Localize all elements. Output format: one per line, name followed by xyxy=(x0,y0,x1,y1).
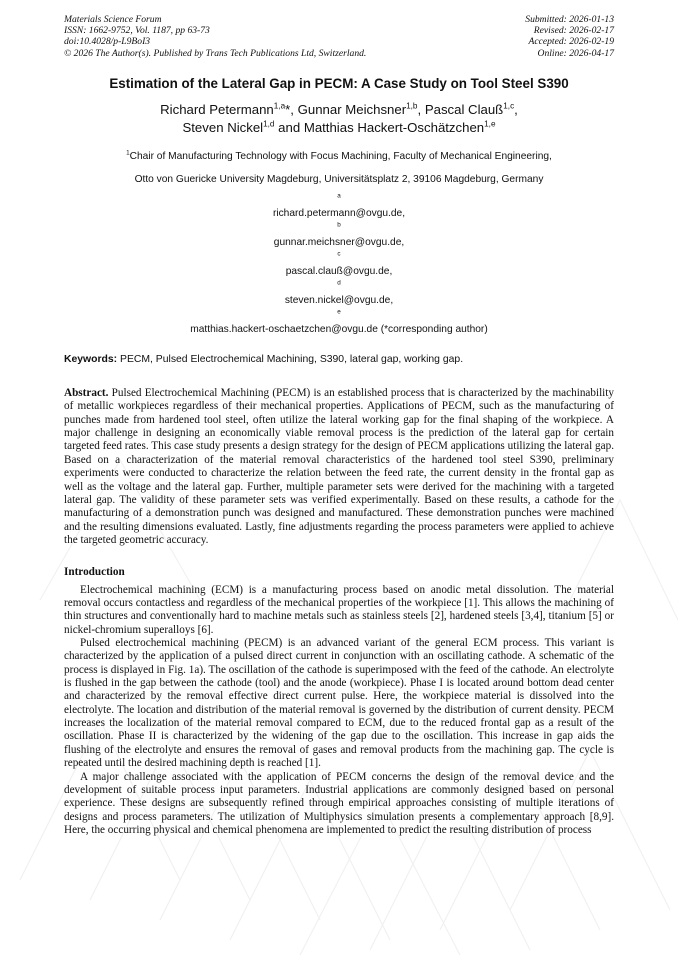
email-superscript: e xyxy=(337,308,341,316)
journal-issn: ISSN: 1662-9752, Vol. 1187, pp 63-73 xyxy=(64,25,210,37)
author-superscript: 1,e xyxy=(484,119,496,129)
affiliation-line: Otto von Guericke University Magdeburg, Universitätsplatz 2, 39106 Magdeburg, Germany xyxy=(134,173,544,185)
keywords-text: PECM, Pulsed Electrochemical Machining, S390, lateral gap, working gap. xyxy=(117,353,464,365)
author-superscript: 1,c xyxy=(503,101,515,111)
author-superscript: 1,b xyxy=(406,101,418,111)
author-emails xyxy=(64,193,614,338)
author-superscript: 1,d xyxy=(263,119,275,129)
affiliation xyxy=(64,145,614,191)
journal-header xyxy=(64,14,614,59)
author-name: Matthias Hackert-Oschätzchen xyxy=(303,119,485,135)
email-address[interactable]: steven.nickel@ovgu.de, xyxy=(284,295,394,307)
email-address[interactable]: gunnar.meichsner@ovgu.de, xyxy=(273,237,405,249)
affiliation-line: Chair of Manufacturing Technology with Focus Machining, Faculty of Mechanical Engineering, xyxy=(129,150,552,162)
journal-info xyxy=(64,14,366,59)
author-separator: , xyxy=(417,101,425,117)
email-superscript: c xyxy=(337,250,341,258)
journal-name: Materials Science Forum xyxy=(64,14,162,25)
email-address[interactable]: matthias.hackert-oschaetzchen@ovgu.de (*corresponding author) xyxy=(190,324,488,336)
affiliation-superscript: 1 xyxy=(126,149,130,157)
date-accepted: Accepted: 2026-02-19 xyxy=(528,36,614,48)
keywords-label: Keywords: xyxy=(64,353,118,365)
email-address[interactable]: pascal.clauß@ovgu.de, xyxy=(285,266,393,278)
author-superscript: 1,a xyxy=(273,101,286,111)
author-separator: *, xyxy=(285,101,298,117)
abstract xyxy=(64,387,614,548)
author-name: Steven Nickel xyxy=(182,119,264,135)
author-separator: , xyxy=(514,101,518,117)
date-submitted: Submitted: 2026-01-13 xyxy=(525,14,614,25)
author-separator: and xyxy=(274,119,304,135)
body-paragraph: Pulsed electrochemical machining (PECM) is an advanced variant of the general ECM process. This variant is characterized by the application of a pulsed direct current in conjunction with an oscillating cathode. A schematic of the process is displayed in Fig. 1a). The oscillation of the cathode is superimposed with the feed of the cathode. An electrolyte is flushed in the gap between the cathode (tool) and the anode (workpiece). Phase I is located around bottom dead center and characterized by the removal effective direct current pulse. Here, the workpiece material is dissolved into the electrolyte. The location and distribution of the material removal is governed by the distribution of current density. PECM increases the localization of the material removal compared to ECM, due to the reduced frontal gap as a result of the oscillation. Phase II is characterized by the widening of the gap due to the oscillation. This increase in gap aids the flushing of the electrolyte and ensures the removal of gases and removal products from the machining gap. The cycle is repeated until the desired machining depth is reached [1]. xyxy=(64,637,614,770)
publication-dates xyxy=(525,14,614,59)
body-paragraph: Electrochemical machining (ECM) is a manufacturing process based on anodic metal dissolution. The material removal occurs contactless and regardless of the mechanical properties of the workpiece [1]. This allows the machining of thin structures and conventionally hard to machine metals such as stainless steels [2], hardened steels [3,4], titanium [5] or nickel-chromium superalloys [6]. xyxy=(64,583,614,636)
page-content xyxy=(64,14,614,837)
date-online: Online: 2026-04-17 xyxy=(537,47,614,59)
author-name: Pascal Clauß xyxy=(424,101,504,117)
introduction-heading: Introduction xyxy=(64,565,125,578)
email-superscript: b xyxy=(337,221,341,229)
email-line xyxy=(64,280,614,338)
journal-doi[interactable]: doi:10.4028/p-L9BoI3 xyxy=(64,36,151,48)
email-superscript: a xyxy=(337,192,341,200)
author-name: Richard Petermann xyxy=(160,101,274,117)
email-line xyxy=(64,193,614,280)
paper-title: Estimation of the Lateral Gap in PECM: A Case Study on Tool Steel S390 xyxy=(109,75,569,91)
author-name: Gunnar Meichsner xyxy=(297,101,407,117)
body-paragraph: A major challenge associated with the application of PECM concerns the design of the removal device and the development of suitable process input parameters. Industrial applications are commonly designed based on personal experience. These designs are subsequently refined through empirical approaches consisting of multiple iterations of designs and process parameters. The utilization of Multiphysics simulation presents a complementary approach [8,9]. Here, the occurring physical and chemical phenomena are implemented to predict the resulting distribution of process xyxy=(64,770,614,836)
abstract-label: Abstract. xyxy=(64,386,109,399)
abstract-text: Pulsed Electrochemical Machining (PECM) is an established process that is characterized by the machinability of metallic workpieces regardless of their mechanical properties. Applications of PECM, such as the manufacturing of punches made from hardened tool steel, often utilize the lateral working gap for the final shaping of the workpiece. A major challenge in designing an economically viable removal process is the prediction of the lateral gap for certain targeted feed rates. This case study presents a design strategy for the design of PECM applications utilizing the lateral gap. Based on a characterization of the material removal characteristics of the hardened tool steel S390, preliminary experiments were conducted to characterize the relation between the feed rate, the current density in the frontal gap as well as the voltage and the lateral gap. Further, multiple parameter sets were derived for the machining with a targeted lateral gap. The validity of these parameter sets was verified experimentally. Based on these results, a cathode for the manufacturing of a demonstration punch was designed and manufactured. These demonstration punches were machined and the resulting dimensions evaluated. Lastly, fine adjustments regarding the process parameters were applied to achieve the targeted geometric accuracy. xyxy=(64,386,614,547)
date-revised: Revised: 2026-02-17 xyxy=(533,25,614,37)
author-list xyxy=(64,101,614,137)
email-address[interactable]: richard.petermann@ovgu.de, xyxy=(272,208,406,220)
journal-copyright: © 2026 The Author(s). Published by Trans Tech Publications Ltd, Switzerland. xyxy=(64,47,367,59)
keywords xyxy=(64,353,614,367)
email-superscript: d xyxy=(337,279,341,287)
